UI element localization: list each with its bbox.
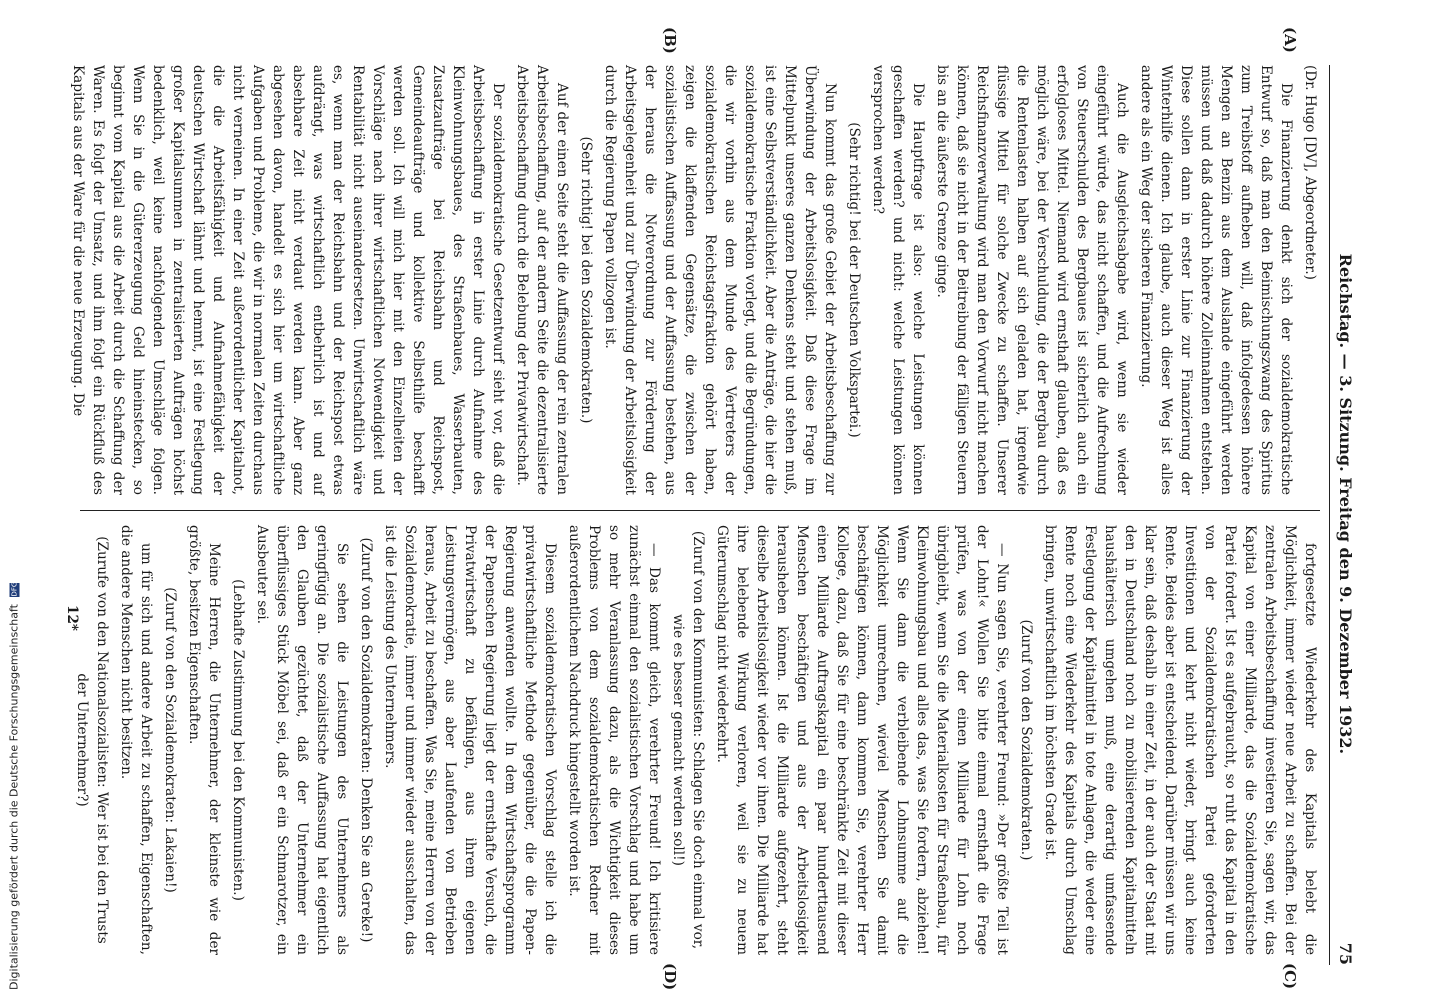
margin-mark-c: (C) xyxy=(1281,963,1299,990)
interjection: (Lebhafte Zustimmung bei den Kommunisten.) xyxy=(230,579,246,901)
interjection: (Sehr richtig! bei der Deutschen Volkspartei.) xyxy=(846,122,862,438)
rotated-page xyxy=(60,27,1360,991)
paragraph: Auf der einen Seite steht die Auffassung der rein zentralen Arbeitsbeschaffung, auf der andern Seite die dezentralisierte Arbeitsbeschaffung durch die Belebung der Privatwirtschaft. xyxy=(514,65,570,495)
paragraph: — Das kommt gleich, verehrter Freund! Ich kritisiere zunächst einmal den sozialistischen Vorschlag und habe um so mehr Veranlassung dazu, als die Wichtigkeit dieses Problems von dem sozialdemokratischen Redner mit außerordentlichem Nachdruck hingestellt worden ist. xyxy=(566,525,662,955)
paragraph: Sie sehen die Leistungen des Unternehmers als geringfügig an. Die sozialistische Auffassung hat eigentlich den Glauben gezüchtet, daß der Unternehmer ein überflüssiges Stück Möbel sei, daß er ein Schmarotzer, ein Ausbeuter sei. xyxy=(254,525,350,955)
paragraph: — Nun sagen Sie, verehrter Freund: »Der größte Teil ist der Lohn!« Wollen Sie bitte einmal ernsthaft die Frage prüfen, was von der einen Milliarde für Lohn noch übrigbleibt, wenn Sie die Materialkosten für Straßenbau, für Kleinwohnungsbau und alles das, was Sie fordern, abziehen! Wenn Sie dann die verbleibende Lohnsumme auf die Möglichkeit umrechnen, wieviel Menschen Sie damit beschäftigen können, dann kommen Sie, verehrter Herr Kollege, dazu, daß Sie für eine beschränkte Zeit mit dieser einen Milliarde Auftragskapital ein paar hunderttausend Menschen beschäftigen und aus der Arbeitslosigkeit herausheben können. Ist die Milliarde aufgezehrt, steht dieselbe Arbeitslosigkeit wieder vor ihnen. Die Milliarde hat ihre belebende Wirkung verloren, weil sie zu neuem Güterumschlag nicht wiederkehrt. xyxy=(714,525,1010,955)
paragraph: Der sozialdemokratische Gesetzentwurf sieht vor, daß die Arbeitsbeschaffung in erster Linie durch Aufnahme des Kleinwohnungsbaues, des Straßenbaues, Wasserbauten, Zusatzaufträge bei Reichsbahn und Reichspost, Gemeindeaufträge und kollektive Selbsthilfe beschafft werden soll. Ich will mich hier mit den Einzelheiten der Vorschläge nach ihrer wirtschaftlichen Notwendigkeit und Rentabilität nicht auseinandersetzen. Unwirtschaftlich wäre es, wenn man der Reichsbahn und der Reichspost etwas aufdrängt, was wirtschaftlich entbehrlich ist und auf absehbare Zeit nicht verdaut werden kann. Aber ganz abgesehen davon, handelt es sich hier um wirtschaftliche Aufgaben und Probleme, die wir in normalen Zeiten durchaus nicht verneinen. In einer Zeit außerordentlicher Kapitalnot, die die Arbeitsfähigkeit und Aufnahmefähigkeit der deutschen Wirtschaft lähmt und hemmt, ist eine Festlegung großer Kapitalsummen in zentralisierten Aufträgen höchst bedenklich, weil keine nachfolgenden Umschläge folgen. Wenn Sie in die Gütererzeugung Geld hineinstecken, so beginnt vom Kapital aus die Arbeit durch die Schaffung der Waren. Es folgt der Umsatz, und ihm folgt ein Rückfluß des Kapitals aus der Ware für die neue Erzeugung. Die xyxy=(70,65,506,495)
digitization-credit xyxy=(6,10,22,990)
paragraph: Meine Herren, die Unternehmer, der kleinste wie der größte, besitzen Eigenschaften. xyxy=(186,525,222,955)
interjection: (Zuruf von den Sozialdemokraten: Denken Sie an Gereke!) xyxy=(358,537,374,943)
paragraph: Auch die Ausgleichsabgabe wird, wenn sie wieder eingeführt würde, das nicht schaffen, und die Aufrechnung von Steuerschulden des Bergbaues ist sicherlich auch ein erfolgloses Mittel. Niemand wird ernsthaft glauben, daß es möglich wäre, bei der Verschuldung, die der Bergbau durch die Rentenlasten halben auf sich geladen hat, irgendwie flüssige Mittel für solche Zwecke zu schaffen. Unserer Reichsfinanzverwaltung wird man den Vorwurf nicht machen können, daß sie nicht in der Beitreibung der fälligen Steuern bis an die äußerste Grenze ginge. xyxy=(934,65,1130,495)
right-column xyxy=(74,525,1320,955)
margin-mark-b: (B) xyxy=(661,27,679,54)
interjection: (Zuruf von den Sozialdemokraten.) xyxy=(1018,619,1034,861)
header-title: Reichstag. — 3. Sitzung. Freitag den 9. Dezember 1932. xyxy=(1336,253,1355,755)
interjection: (Sehr richtig! bei den Sozialdemokraten.) xyxy=(578,136,594,424)
interjection: (Zurufe von den Nationalsozialisten: Wer ist bei den Trusts der Unternehmer?) xyxy=(74,536,110,944)
scanned-page xyxy=(40,27,1380,991)
paragraph: Die Finanzierung denkt sich der sozialdemokratische Entwurf so, daß man den Beimischungszwang des Spiritus zum Treibstoff aufheben will, daß infolgedessen höhere Mengen an Benzin aus dem Auslande eingeführt werden müssen und daß dadurch höhere Zolleinnahmen entstehen. Diese sollen dann in erster Linie zur Finanzierung der Winterhilfe dienen. Ich glaube, auch dieser Weg ist alles andere als ein Weg der sicheren Finanzierung. xyxy=(1138,65,1294,495)
paragraph: Diesem sozialdemokratischen Vorschlag stelle ich die privatwirtschaftliche Methode gegenüber, die die Papen-Regierung anwenden wollte. In dem Wirtschaftsprogramm der Papenschen Regierung liegt der ernsthafte Versuch, die Privatwirtschaft zu befähigen, aus ihrem eigenen Leistungsvermögen, aus aber Laufenden von Betrieben heraus, Arbeit zu beschaffen. Was Sie, meine Herren von der Sozialdemokratie, immer und immer wieder ausschalten, das ist die Leistung des Unternehmers. xyxy=(382,525,558,955)
paragraph: um für sich und andere Arbeit zu schaffen, Eigenschaften, die andere Menschen nicht besitzen. xyxy=(118,525,154,955)
margin-mark-a: (A) xyxy=(1281,27,1299,53)
signature-mark: 12* xyxy=(64,605,80,632)
column-divider xyxy=(80,510,1320,511)
interjection: (Zuruf von den Sozialdemokraten: Lakaien!) xyxy=(162,587,178,893)
page-number: 75 xyxy=(1336,942,1355,965)
credit-text: Digitalisierung gefördert durch die Deutsche Forschungsgemeinschaft xyxy=(7,604,21,990)
speaker-line: (Dr. Hugo [DV], Abgeordneter.) xyxy=(1302,65,1318,280)
interjection: (Zuruf von den Kommunisten: Schlagen Sie doch einmal vor, wie es besser gemacht werden soll!) xyxy=(670,530,706,950)
dfg-logo-icon: DFG xyxy=(10,581,19,597)
page-header xyxy=(1329,65,1360,965)
paragraph: fortgesetzte Wiederkehr des Kapitals belebt die Möglichkeit, immer wieder neue Arbeit zu schaffen. Bei der zentralen Arbeitsbeschaffung investieren Sie, sagen wir, das Kapital von einer Milliarde, das die Sozialdemokratische Partei fordert. Ist es aufgebraucht, so ruht das Kapital in den von der Sozialdemokratischen Partei geforderten Investitionen und kehrt nicht wieder, bringt auch keine Rente. Beides aber ist entscheidend. Darüber müssen wir uns klar sein, daß deshalb in einer Zeit, in der auch der Staat mit den in Deutschland noch zu mobilisierenden Kapitalmitteln haushälterisch umgehen muß, eine derartig umfassende Festlegung der Kapitalmittel in tote Anlagen, die weder eine Rente noch eine Wiederkehr des Kapitals durch Umschlag bringen, unwirtschaftlich im höchsten Grade ist. xyxy=(1042,525,1318,955)
paragraph: Die Hauptfrage ist also: welche Leistungen können geschaffen werden? und nicht: welche Leistungen können versprochen werden? xyxy=(870,65,926,495)
margin-mark-d: (D) xyxy=(661,963,679,991)
left-column xyxy=(70,65,1320,495)
paragraph: Nun kommt das große Gebiet der Arbeitsbeschaffung zur Überwindung der Arbeitslosigkeit. Daß diese Frage im Mittelpunkt unseres ganzen Denkens steht und stehen muß, ist eine Selbstverständlichkeit. Aber die Anträge, die hier die sozialdemokratische Fraktion vorlegt, und die Begründungen, die wir vorhin aus dem Munde des Vertreters der sozialdemokratischen Reichstagsfraktion gehört haben, zeigen die klaffenden Gegensätze, die zwischen der sozialistischen Auffassung und der Auffassung bestehen, aus der heraus die Notverordnung zur Förderung der Arbeitsgelegenheit und zur Überwindung der Arbeitslosigkeit durch die Regierung Papen vollzogen ist. xyxy=(602,65,838,495)
